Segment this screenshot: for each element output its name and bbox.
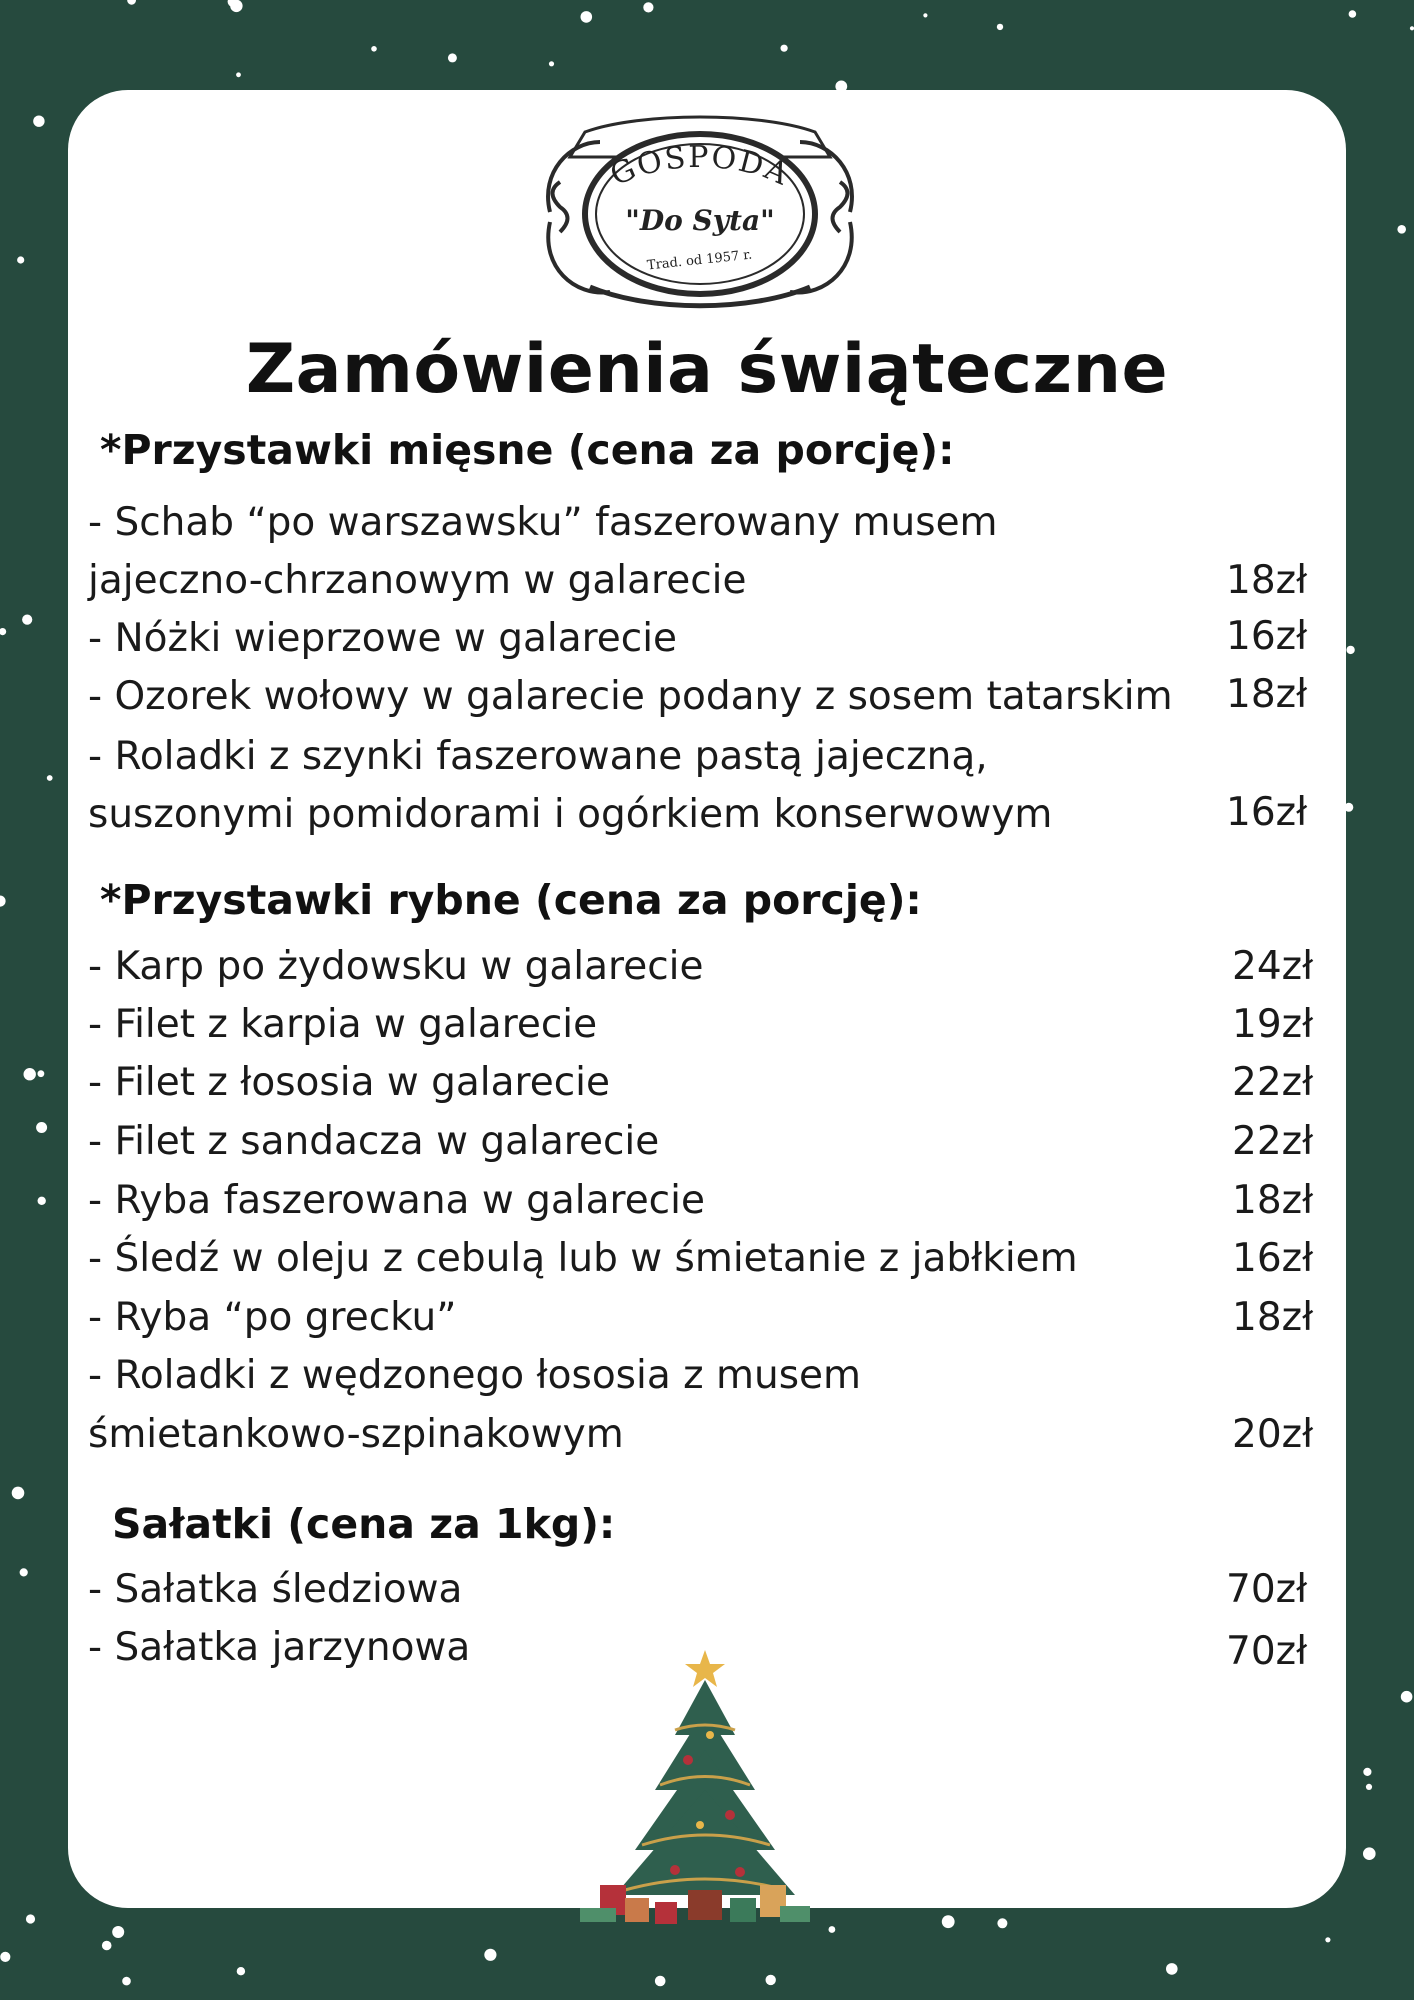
snow-dot: [122, 1977, 131, 1986]
logo-line2: "Do Syta": [625, 204, 775, 237]
menu-item-name: - Roladki z szynki faszerowane pastą jajeczną,: [88, 734, 988, 779]
menu-item-price: 16zł: [1232, 1236, 1314, 1281]
menu-item-price: 18zł: [1226, 672, 1308, 717]
snow-dot: [781, 45, 788, 52]
snow-dot: [12, 1487, 25, 1500]
snow-dot: [237, 1967, 245, 1975]
snow-dot: [643, 2, 653, 12]
menu-item-price: 24zł: [1232, 944, 1314, 989]
menu-item-price: 70zł: [1226, 1567, 1308, 1612]
menu-item-name: - Ryba “po grecku”: [88, 1295, 457, 1340]
section-heading-fish: *Przystawki rybne (cena za porcję):: [100, 876, 922, 924]
snow-dot: [230, 0, 242, 12]
menu-item-name: - Ozorek wołowy w galarecie podany z sosem tatarskim: [88, 674, 1173, 719]
snow-dot: [1410, 26, 1414, 30]
menu-item-price: 20zł: [1232, 1412, 1314, 1457]
menu-item-price: 22zł: [1232, 1060, 1314, 1105]
section-heading-meat: *Przystawki mięsne (cena za porcję):: [100, 426, 955, 474]
gospoda-logo: [530, 102, 870, 322]
snow-dot: [923, 13, 927, 17]
snow-dot: [17, 256, 24, 263]
snow-dot: [47, 775, 53, 781]
menu-item-name: - Filet z sandacza w galarecie: [88, 1119, 660, 1164]
menu-item-price: 70zł: [1226, 1629, 1308, 1674]
menu-item-price: 18zł: [1232, 1178, 1314, 1223]
menu-item-name: - Karp po żydowsku w galarecie: [88, 944, 704, 989]
snow-dot: [655, 1976, 666, 1987]
logo-line3: Trad. od 1957 r.: [646, 247, 753, 274]
menu-item-name: suszonymi pomidorami i ogórkiem konserwowym: [88, 792, 1053, 837]
snow-dot: [997, 1918, 1007, 1928]
snow-dot: [1401, 1691, 1413, 1703]
menu-item-price: 18zł: [1226, 558, 1308, 603]
menu-item-price: 16zł: [1226, 614, 1308, 659]
menu-item-price: 19zł: [1232, 1002, 1314, 1047]
snow-dot: [24, 1068, 36, 1080]
page-title: Zamówienia świąteczne: [245, 330, 1169, 409]
menu-item-name: - Sałatka śledziowa: [88, 1567, 463, 1612]
snow-dot: [38, 1070, 45, 1077]
snow-dot: [1346, 646, 1354, 654]
snow-dot: [22, 615, 32, 625]
menu-item-price: 18zł: [1232, 1295, 1314, 1340]
snow-dot: [1397, 225, 1406, 234]
snow-dot: [581, 11, 593, 23]
snow-dot: [549, 61, 554, 66]
snow-dot: [1363, 1768, 1371, 1776]
snow-dot: [1349, 10, 1357, 18]
snow-dot: [484, 1949, 496, 1961]
snow-dot: [0, 1952, 10, 1962]
menu-item-price: 16zł: [1226, 790, 1308, 835]
snow-dot: [26, 1914, 35, 1923]
logo-line1: GOSPODA: [605, 139, 795, 194]
menu-item-name: jajeczno-chrzanowym w galarecie: [88, 558, 747, 603]
christmas-tree-icon: [580, 1640, 830, 1930]
menu-item-name: - Sałatka jarzynowa: [88, 1625, 471, 1670]
menu-item-name: śmietankowo-szpinakowym: [88, 1412, 624, 1457]
snow-dot: [236, 72, 241, 77]
menu-item-name: - Roladki z wędzonego łososia z musem: [88, 1353, 862, 1398]
snow-dot: [997, 24, 1003, 30]
snow-dot: [1325, 1937, 1330, 1942]
snow-dot: [371, 46, 377, 52]
menu-item-name: - Śledź w oleju z cebulą lub w śmietanie z jabłkiem: [88, 1236, 1078, 1281]
snow-dot: [0, 896, 6, 907]
snow-dot: [1366, 1784, 1372, 1790]
snow-dot: [127, 0, 136, 5]
menu-item-name: - Schab “po warszawsku” faszerowany musem: [88, 500, 998, 545]
section-heading-salads: Sałatki (cena za 1kg):: [112, 1500, 616, 1548]
snow-dot: [36, 1122, 47, 1133]
snow-dot: [20, 1568, 28, 1576]
snow-dot: [0, 628, 6, 635]
snow-dot: [102, 1941, 112, 1951]
snow-dot: [766, 1975, 776, 1985]
snow-dot: [38, 1197, 46, 1205]
snow-dot: [1166, 1963, 1178, 1975]
menu-item-price: 22zł: [1232, 1119, 1314, 1164]
menu-item-name: - Nóżki wieprzowe w galarecie: [88, 616, 678, 661]
snow-dot: [942, 1915, 955, 1928]
menu-item-name: - Filet z łososia w galarecie: [88, 1060, 610, 1105]
snow-dot: [1363, 1847, 1376, 1860]
snow-dot: [448, 53, 457, 62]
menu-item-name: - Ryba faszerowana w galarecie: [88, 1178, 705, 1223]
snow-dot: [33, 116, 44, 127]
menu-item-name: - Filet z karpia w galarecie: [88, 1002, 598, 1047]
snow-dot: [112, 1926, 124, 1938]
